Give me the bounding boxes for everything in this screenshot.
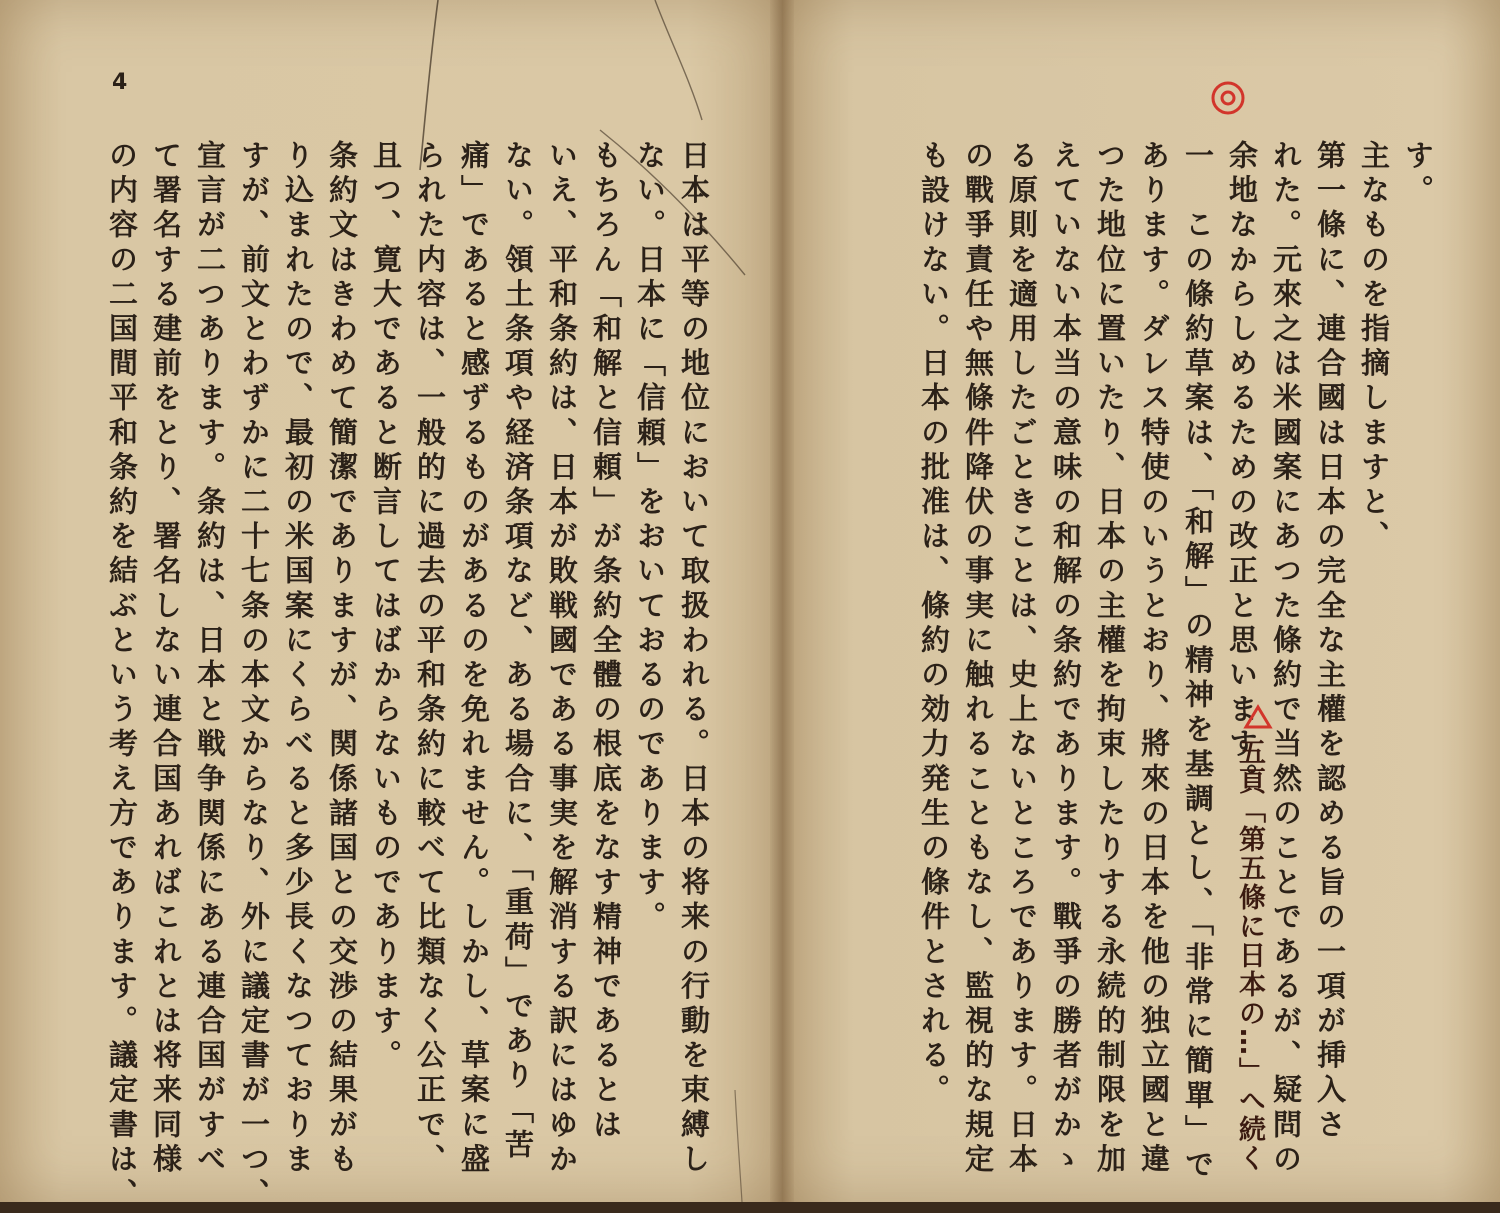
text-column: ない。領土条項や経済条項など、ある場合に、「重荷」であり「苦 — [501, 140, 535, 1164]
text-column: 条約文はきわめて簡潔でありますが、関係諸国との交渉の結果がも — [325, 140, 359, 1178]
text-column: もちろん「和解と信頼」が条約全體の根底をなす精神であるとは — [589, 140, 623, 1144]
text-column: り込まれたので、最初の米国案にくらべると多少長くなつておりま — [281, 140, 315, 1178]
text-column: 余地なからしめるための改正と思います。 — [1225, 140, 1259, 798]
text-column: すが、前文とわずかに二十七条の本文からなり、外に議定書が一つ、 — [237, 140, 271, 1213]
text-column: あります。ダレス特使のいうとおり、將來の日本を他の独立國と違 — [1137, 140, 1171, 1178]
text-column: る原則を適用したごときことは、史上ないところであります。日本 — [1005, 140, 1039, 1178]
left-page-text — [100, 140, 716, 1213]
text-column: て署名する建前をとり、署名しない連合国あればこれとは将来同様 — [149, 140, 183, 1178]
text-column: 主なものを指摘しますと、 — [1357, 140, 1391, 556]
red-triangle-mark-icon — [1243, 704, 1273, 730]
right-page-text — [912, 140, 1440, 1184]
text-column: 痛」であると感ずるものがあるのを免れません。しかし、草案に盛 — [457, 140, 491, 1178]
text-column: 一 この條約草案は、「和解」の精神を基調とし、「非常に簡單」で — [1181, 140, 1215, 1184]
text-column: の戰爭責任や無條件降伏の事実に触れることもなし、監視的な規定 — [961, 140, 995, 1178]
text-column: 日本は平等の地位において取扱われる。日本の将来の行動を束縛し — [677, 140, 711, 1178]
text-column: 宣言が二つあります。条約は、日本と戦争関係にある連合国がすべ — [193, 140, 227, 1178]
text-column: ない。日本に「信頼」をおいておるのであります。 — [633, 140, 667, 936]
handwritten-margin-note: 五頁「第五條に日本の…」へ続く — [1234, 738, 1265, 1173]
text-column: れた。元來之は米國案にあつた條約で当然のことであるが、疑問の — [1269, 140, 1303, 1178]
text-column: つた地位に置いたり、日本の主權を拘束したりする永続的制限を加 — [1093, 140, 1127, 1178]
text-column: 第一條に、連合國は日本の完全な主權を認める旨の一項が挿入さ — [1313, 140, 1347, 1144]
text-column: えていない本当の意味の和解の条約であります。戰爭の勝者がかゝ — [1049, 140, 1083, 1178]
red-circle-mark-icon — [1210, 80, 1246, 116]
text-column: られた内容は、一般的に過去の平和条約に較べて比類なく公正で、 — [413, 140, 447, 1178]
text-column: 且つ、寛大であると断言してはばからないものであります。 — [369, 140, 403, 1075]
book-gutter — [770, 0, 794, 1202]
text-column: す。 — [1401, 140, 1435, 210]
page-number: 4 — [112, 70, 128, 95]
text-column: いえ、平和条約は、日本が敗戦國である事実を解消する訳にはゆか — [545, 140, 579, 1178]
text-column: の内容の二国間平和条約を結ぶという考え方であります。議定書は、 — [105, 140, 139, 1213]
text-column: も設けない。日本の批准は、條約の効力発生の條件とされる。 — [917, 140, 951, 1109]
